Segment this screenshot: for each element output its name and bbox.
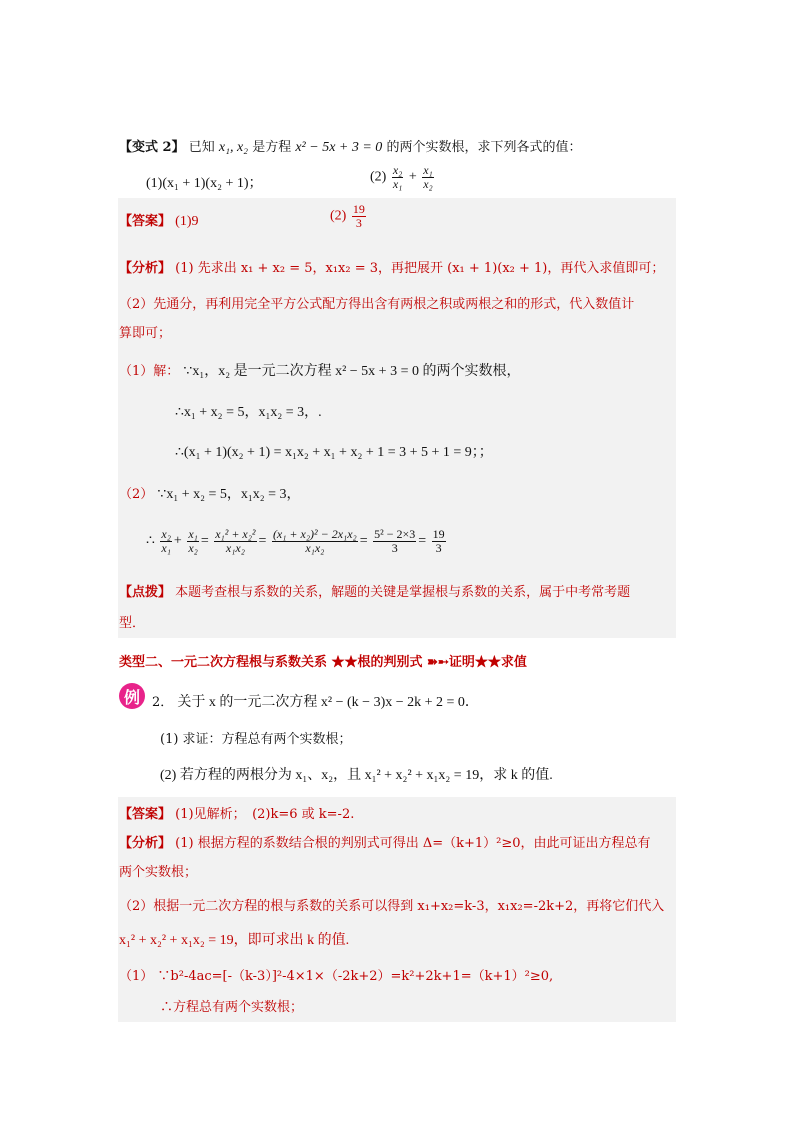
variant-heading: 【变式 2】 已知 x₁, x₂ 是方程 x² − 5x + 3 = 0 的两个实数根，求下列各式的值： [119,140,582,155]
analysis-1-line3: 算即可； [119,326,172,341]
final-fraction-3: $\frac{\text{x₁² + x₂²}}{\text{x₁x₂}}$ [215,527,256,555]
final-fraction-1: $\frac{\text{x₂}}{\text{x₁}}$ [161,527,171,555]
tip-1-line1: 【点拨】 本题考查根与系数的关系，解题的关键是掌握根与系数的关系，属于中考常考题 [119,585,631,600]
final-fraction-2: $\frac{\text{x₁}}{\text{x₂}}$ [188,527,198,555]
example-2-stem: 2． 关于 x 的一元二次方程 x² − (k − 3)x − 2k + 2 = 0． [152,695,479,710]
q2-fraction-2: $\frac{\text{x₁}}{\text{x₂}}$ [423,163,433,191]
final-fraction-6: $\frac{19}{3}$ [432,527,445,555]
solution-1-part2: （2） ∵x₁ + x₂ = 5，x₁x₂ = 3， [119,487,301,502]
example-2-sub2: (2) 若方程的两根分为 x₁、x₂，且 x₁² + x₂² + x₁x₂ = 19，求 k 的值. [160,768,553,783]
analysis-2-line3: （2）根据一元二次方程的根与系数的关系可以得到 x₁+x₂=k-3，x₁x₂=-2k+2，再将它们代入 [119,899,665,914]
answer-2: 【答案】 (1)见解析； (2)k=6 或 k=-2. [119,807,355,822]
analysis-1-line2: （2）先通分，再利用完全平方公式配方得出含有两根之积或两根之和的形式，代入数值计 [119,297,635,312]
example-2-sub1: (1) 求证：方程总有两个实数根； [160,732,352,747]
solution-1-intro: （1）解： ∵x₁，x₂ 是一元二次方程 x² − 5x + 3 = 0 的两个实数根， [119,364,521,379]
solution-2-line2: ∴方程总有两个实数根； [160,1000,304,1015]
tip-1-line2: 型． [119,616,146,631]
final-fraction-5: $\frac{\text{5² − 2×3}}{3}$ [374,527,416,555]
answer-1: 【答案】 (1)9 [119,214,199,229]
solution-1-final: ∴ $\frac{\text{x₂}}{\text{x₁}}$ + $\frac{\text{x₁}}{\text{x₂}}$ = $\frac{\text{x₁² + x₂²}}{\text{x₁x₂}}$ = $\frac{\text{(x₁ + x₂)² − 2x₁x₂}}{\text{x₁x₂}}$ = $\frac{\text{5² − 2×3}}{3}$ = $\frac{19}{3}$ [146,527,445,555]
analysis-2-line2: 两个实数根； [119,865,198,880]
example-badge: 例 [119,683,145,709]
analysis-1-line1: 【分析】 (1) 先求出 x₁ + x₂ = 5，x₁x₂ = 3，再把展开 (x₁ + 1)(x₂ + 1)，再代入求值即可； [119,261,665,276]
analysis-2-line4: x₁² + x₂² + x₁x₂ = 19，即可求出 k 的值. [119,933,350,948]
question-1: (1)(x₁ + 1)(x₂ + 1)； [146,176,263,191]
solution-1-step2: ∴(x₁ + 1)(x₂ + 1) = x₁x₂ + x₁ + x₂ + 1 = 3 + 5 + 1 = 9；； [175,445,493,460]
question-2: (2) $\frac{\text{x₂}}{\text{x₁}}$ + $\frac{\text{x₁}}{\text{x₂}}$ [370,163,433,191]
final-fraction-4: $\frac{\text{(x₁ + x₂)² − 2x₁x₂}}{\text{x₁x₂}}$ [272,527,357,555]
solution-2-line1: （1） ∵b²-4ac=[-（k-3）]²-4×1×（-2k+2）=k²+2k+1=（k+1）²≥0, [119,969,554,984]
answer-1-part2: (2) $\frac{19}{3}$ [330,202,365,230]
q2-fraction-1: $\frac{\text{x₂}}{\text{x₁}}$ [392,163,403,191]
answer-fraction: $\frac{19}{3}$ [352,202,365,230]
solution-1-step1: ∴x₁ + x₂ = 5，x₁x₂ = 3，. [175,405,322,420]
analysis-2-line1: 【分析】 (1) 根据方程的系数结合根的判别式可得出 Δ=（k+1）²≥0，由此可证出方程总有 [119,836,651,851]
section-2-title: 类型二、一元二次方程根与系数关系 ★★根的判别式 ➽➸证明★★求值 [119,655,527,670]
